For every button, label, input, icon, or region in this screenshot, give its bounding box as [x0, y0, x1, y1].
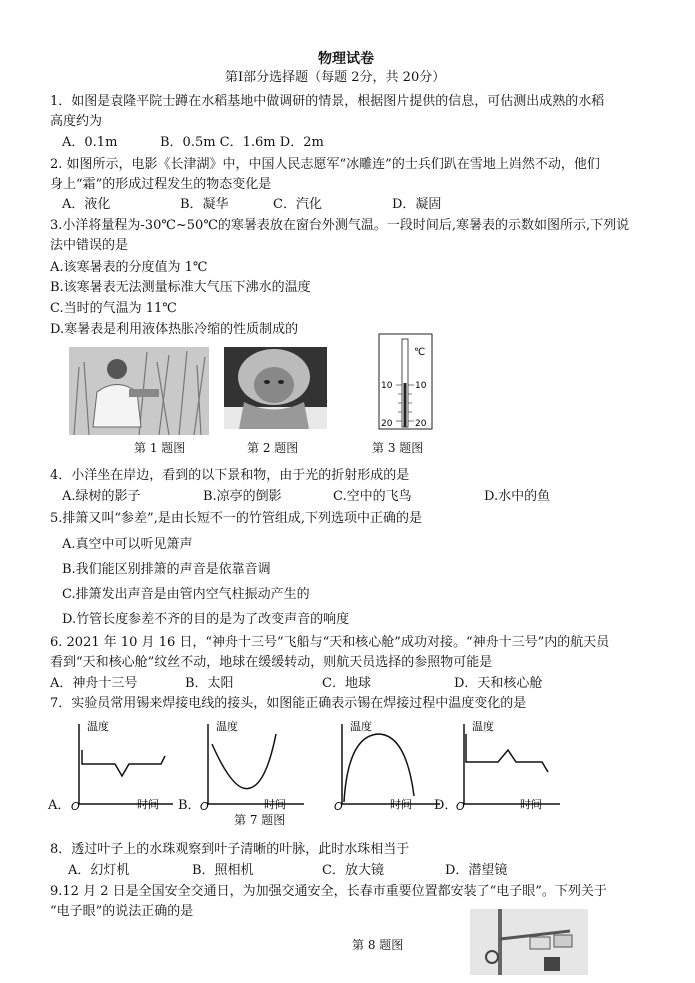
q6-option-b[interactable]: B．太阳	[185, 676, 234, 691]
q1-option-a[interactable]: A．0.1m	[62, 135, 118, 150]
q8-option-a[interactable]: A．幻灯机	[68, 863, 130, 878]
q3-option-a[interactable]: A.该寒暑表的分度值为 1℃	[50, 260, 208, 275]
q2-option-d[interactable]: D．凝固	[392, 197, 442, 212]
figure-8-camera-photo	[470, 909, 588, 975]
q7-graph-a	[65, 716, 175, 812]
q6-stem-1: 6. 2021 年 10 月 16 日，“神舟十三号”飞船与“天和核心舱”成功对接。“神舟十三号”内的航天员	[50, 635, 610, 650]
figure-3-caption: 第 3 题图	[372, 441, 424, 455]
q7-option-b[interactable]: B．	[178, 798, 201, 813]
q8-option-c[interactable]: C．放大镜	[322, 863, 384, 878]
q4-option-a[interactable]: A.绿树的影子	[62, 489, 141, 504]
q7-a-xlabel: 时间	[137, 798, 159, 811]
q9-stem-1: 9.12 月 2 日是全国安全交通日，为加强交通安全，长春市重要位置都安装了“电子眼”。下列关于	[50, 884, 607, 899]
q2-option-c[interactable]: C．汽化	[273, 197, 322, 212]
q9-stem-2: “电子眼”的说法正确的是	[50, 904, 194, 919]
q4-option-d[interactable]: D.水中的鱼	[484, 489, 551, 504]
q7-c-origin: O	[334, 800, 343, 812]
page-title: 物理试卷	[318, 51, 374, 67]
q3-stem-1: 3.小洋将量程为-30℃~50℃的寒暑表放在窗台外测气温。一段时间后,寒暑表的示数如图所示,下列说	[50, 218, 630, 233]
figure-1-caption: 第 1 题图	[134, 441, 186, 455]
thermometer-label-10-right: 10	[415, 381, 427, 391]
q7-a-ylabel: 温度	[87, 720, 109, 733]
q2-option-a[interactable]: A．液化	[62, 197, 111, 212]
q6-option-a[interactable]: A．神舟十三号	[50, 676, 138, 691]
q5-option-b[interactable]: B.我们能区别排箫的声音是依靠音调	[62, 562, 271, 577]
figure-2-photo	[224, 347, 327, 429]
q7-option-d[interactable]: D．	[434, 798, 458, 813]
q4-stem: 4．小洋坐在岸边，看到的以下景和物，由于光的折射形成的是	[50, 468, 410, 483]
q7-c-ylabel: 温度	[350, 720, 372, 733]
q4-option-c[interactable]: C.空中的飞鸟	[333, 489, 412, 504]
thermometer-unit: ℃	[414, 347, 426, 358]
q3-option-b[interactable]: B.该寒暑表无法测量标准大气压下沸水的温度	[50, 280, 311, 295]
q8-stem: 8．透过叶子上的水珠观察到叶子清晰的叶脉，此时水珠相当于	[50, 842, 410, 857]
figure-1-photo	[69, 347, 209, 435]
q7-b-origin: O	[200, 800, 209, 812]
q7-a-origin: O	[71, 800, 80, 812]
q6-option-c[interactable]: C．地球	[322, 676, 371, 691]
q6-option-d[interactable]: D．天和核心舱	[454, 676, 543, 691]
q1-stem-2: 高度约为	[50, 114, 103, 129]
q2-option-b[interactable]: B．凝华	[180, 197, 229, 212]
q7-d-xlabel: 时间	[520, 798, 542, 811]
q7-option-a[interactable]: A．	[48, 798, 71, 813]
q1-option-bcd[interactable]: B．0.5m C．1.6m D．2m	[160, 135, 324, 150]
q5-option-c[interactable]: C.排箫发出声音是由管内空气柱振动产生的	[62, 587, 310, 602]
q1-stem-1: 1．如图是袁隆平院士蹲在水稻基地中做调研的情景，根据图片提供的信息，可估测出成熟的水稻	[50, 94, 605, 109]
q8-option-d[interactable]: D．潜望镜	[445, 863, 508, 878]
q3-stem-2: 法中错误的是	[50, 238, 129, 253]
q4-option-b[interactable]: B.凉亭的倒影	[203, 489, 282, 504]
q7-d-origin: O	[456, 800, 465, 812]
q7-d-ylabel: 温度	[472, 720, 494, 733]
q6-stem-2: 看到“天和核心舱”纹丝不动，地球在缓缓转动，则航天员选择的参照物可能是	[50, 655, 493, 670]
thermometer-label-10-left: 10	[381, 381, 393, 391]
q7-b-ylabel: 温度	[216, 720, 238, 733]
q5-option-a[interactable]: A.真空中可以听见箫声	[62, 537, 193, 552]
q7-c-xlabel: 时间	[390, 798, 412, 811]
figure-8-caption: 第 8 题图	[352, 938, 404, 952]
figure-3-thermometer	[378, 333, 433, 430]
q7-b-xlabel: 时间	[264, 798, 286, 811]
q5-stem: 5.排箫又叫“参差”,是由长短不一的竹管组成,下列选项中正确的是	[50, 511, 422, 526]
q8-option-b[interactable]: B．照相机	[192, 863, 254, 878]
q7-stem: 7．实验员常用锡来焊接电线的接头，如图能正确表示锡在焊接过程中温度变化的是	[50, 696, 527, 711]
q5-option-d[interactable]: D.竹管长度参差不齐的目的是为了改变声音的响度	[62, 612, 350, 627]
q7-graph-d	[452, 716, 562, 812]
q3-option-c[interactable]: C.当时的气温为 11℃	[50, 301, 177, 316]
q7-caption: 第 7 题图	[234, 813, 286, 827]
q7-graph-b	[194, 716, 306, 812]
q3-option-d[interactable]: D.寒暑表是利用液体热胀冷缩的性质制成的	[50, 322, 299, 337]
q2-stem-1: 2. 如图所示，电影《长津湖》中，中国人民志愿军“冰雕连”的士兵们趴在雪地上岿然不动，他们	[50, 157, 600, 172]
thermometer-label-20-left: 20	[381, 419, 393, 429]
q7-graph-c	[330, 716, 442, 812]
q2-stem-2: 身上“霜”的形成过程发生的物态变化是	[50, 177, 272, 192]
figure-2-caption: 第 2 题图	[247, 441, 299, 455]
section-header: 第Ⅰ部分选择题（每题 2分，共 20分）	[225, 70, 446, 85]
thermometer-label-20-right: 20	[415, 419, 427, 429]
